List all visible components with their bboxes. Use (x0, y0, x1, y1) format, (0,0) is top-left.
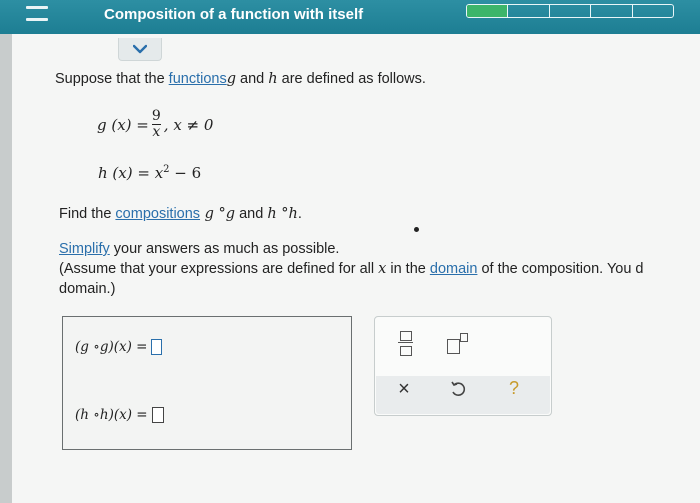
progress-segment (550, 5, 591, 17)
page-title: Composition of a function with itself (104, 6, 364, 23)
intro-text: Suppose that the (55, 71, 169, 87)
help-button[interactable]: ? (508, 377, 519, 398)
find-and: and (235, 206, 268, 222)
domain-link[interactable]: domain (429, 261, 478, 277)
find-text: Find the (59, 206, 116, 222)
find-tail: . (297, 206, 302, 222)
g-def-left: g (x) = (97, 115, 149, 134)
progress-segment (508, 5, 549, 17)
h-exponent: 2 (163, 164, 170, 175)
intro-sentence (55, 71, 426, 87)
fraction-icon[interactable] (395, 327, 417, 359)
undo-icon (449, 380, 467, 398)
hoh-symbol: h °h (267, 206, 298, 222)
g-symbol: g (226, 71, 237, 87)
h-symbol: h (268, 71, 278, 87)
assume-tail: of the composition. You d (477, 261, 644, 277)
progress-segment (591, 5, 632, 17)
math-toolbar (374, 316, 552, 416)
menu-icon[interactable] (26, 2, 48, 26)
g-fraction (152, 109, 161, 140)
chevron-down-icon (133, 44, 147, 54)
intro-tail: are defined as follows. (277, 71, 426, 87)
intro-and: and (236, 71, 269, 87)
assume-sentence (59, 261, 644, 277)
h-def-tail: − 6 (169, 164, 202, 182)
progress-bar (466, 4, 674, 18)
gog-symbol: g °g (200, 206, 236, 222)
gog-answer-input[interactable] (151, 339, 162, 355)
x-symbol: x (378, 261, 387, 277)
clear-button[interactable]: × (398, 377, 410, 400)
find-sentence (59, 206, 302, 222)
progress-segment-done (467, 5, 508, 17)
g-definition (97, 109, 213, 140)
assume-mid: in the (386, 261, 430, 277)
gog-label: (g ∘g)(x) = (75, 339, 148, 355)
hoh-answer-input[interactable] (152, 407, 164, 423)
left-edge-strip (0, 0, 12, 503)
simplify-sentence (59, 241, 339, 257)
exponent-icon[interactable] (441, 329, 469, 355)
g-fraction-denominator: x (152, 124, 161, 140)
hoh-label: (h ∘h)(x) = (75, 407, 148, 423)
g-def-condition: , x ≠ 0 (163, 115, 214, 134)
answer-box (62, 316, 352, 450)
header-bar (0, 0, 700, 34)
assume-line-2: domain.) (59, 281, 116, 297)
functions-link[interactable]: functions (168, 71, 227, 87)
cursor-dot (414, 227, 419, 232)
assume-text: (Assume that your expressions are defined for all (59, 261, 379, 277)
simplify-text: your answers as much as possible. (109, 241, 340, 257)
progress-segment (633, 5, 673, 17)
simplify-link[interactable]: Simplify (59, 241, 110, 257)
g-fraction-numerator: 9 (151, 108, 161, 124)
answer-row-gog (75, 339, 162, 355)
undo-button[interactable] (447, 377, 469, 401)
compositions-link[interactable]: compositions (115, 206, 201, 222)
collapse-toggle[interactable] (118, 38, 162, 61)
answer-row-hoh (75, 407, 164, 423)
h-definition (98, 164, 201, 182)
h-def-left: h (x) = x (98, 164, 164, 182)
